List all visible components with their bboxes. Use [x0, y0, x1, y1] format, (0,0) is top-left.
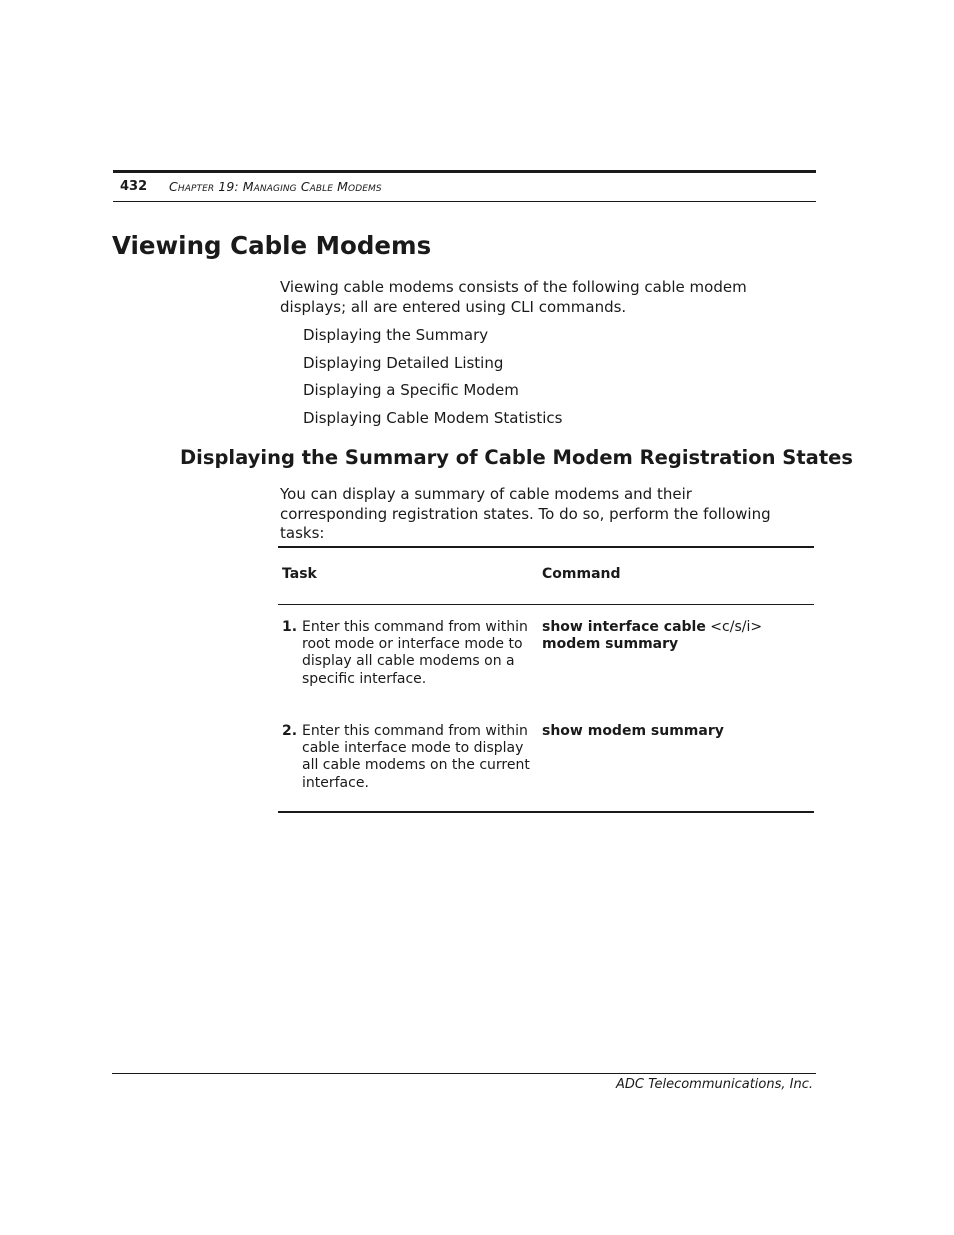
command-parameter: <c/s/i> [705, 619, 763, 635]
table-header-task: Task [282, 566, 317, 582]
footer-rule [112, 1073, 816, 1074]
display-list [303, 325, 562, 435]
command-keyword: show interface cable [542, 619, 706, 635]
list-item: Displaying the Summary [303, 326, 489, 344]
table-header-command: Command [542, 566, 621, 582]
table-rule-bottom [278, 811, 814, 813]
subsection-paragraph: You can display a summary of cable modems and their corresponding registration states. To do so, perform the following tasks: [280, 485, 771, 542]
header-rule-bottom [113, 201, 816, 202]
step-command [542, 723, 812, 740]
page-number: 432 [120, 179, 148, 194]
step-task: Enter this command from within root mode or interface mode to display all cable modems on a specific interface. [302, 619, 528, 687]
step-number: 2. [282, 723, 298, 739]
step-command [542, 619, 812, 653]
list-item: Displaying Cable Modem Statistics [303, 408, 563, 427]
table-rule-header [278, 604, 814, 605]
header-rule-top [113, 170, 816, 173]
command-keyword: show modem summary [542, 723, 724, 739]
footer-company: ADC Telecommunications, Inc. [616, 1077, 813, 1092]
section-title: Viewing Cable Modems [112, 231, 432, 260]
section-intro: Viewing cable modems consists of the following cable modem displays; all are entered using CLI commands. [280, 278, 747, 316]
step-task: Enter this command from within cable interface mode to display all cable modems on the current interface. [302, 723, 530, 791]
step-number: 1. [282, 619, 298, 635]
table-rule-top [278, 546, 814, 548]
list-item: Displaying Detailed Listing [303, 353, 504, 372]
running-head: Chapter 19: Managing Cable Modems [169, 179, 382, 194]
list-item: Displaying a Specific Modem [303, 381, 519, 399]
command-keyword: modem summary [542, 636, 679, 653]
subsection-title: Displaying the Summary of Cable Modem Registration States [180, 446, 853, 469]
